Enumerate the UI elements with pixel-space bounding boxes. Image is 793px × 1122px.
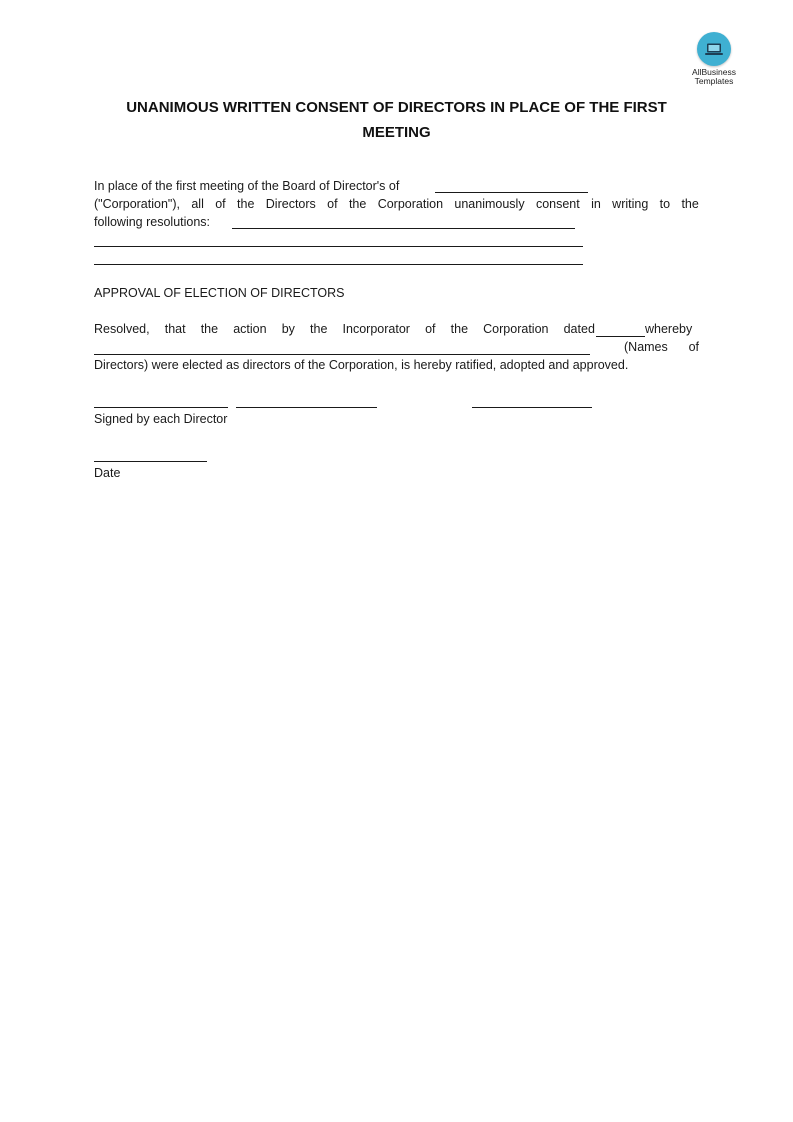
title-line-1: UNANIMOUS WRITTEN CONSENT OF DIRECTORS IN PLACE OF THE FIRST (126, 99, 667, 116)
intro-line-2-word: in (591, 197, 601, 211)
intro-line-1: In place of the first meeting of the Board of Director's of (94, 179, 400, 193)
date-blank (596, 336, 645, 337)
resolved-line-1-word: of (425, 322, 436, 336)
intro-line-2-word: the (681, 197, 699, 211)
resolutions-blank-3 (94, 264, 583, 265)
resolutions-blank-2 (94, 246, 583, 247)
resolved-line-1-word: dated (563, 322, 595, 336)
date-label: Date (94, 466, 121, 480)
intro-line-2-word: of (327, 197, 338, 211)
resolved-line-2-word: (Names (624, 340, 668, 354)
document-title (94, 95, 699, 145)
resolved-line-3: Directors) were elected as directors of the Corporation, is hereby ratified, adopted and approved. (94, 358, 629, 372)
resolved-line-1-word: Resolved, (94, 322, 150, 336)
signatures-caption: Signed by each Director (94, 412, 228, 426)
title-line-2: MEETING (362, 124, 431, 141)
intro-line-2-word: consent (535, 197, 580, 211)
resolved-line-1-word: the (200, 322, 219, 336)
date-signature-line (94, 461, 207, 462)
resolved-line-2 (624, 338, 699, 356)
resolved-line-1-word: the (310, 322, 328, 336)
intro-line-2-word: the (348, 197, 367, 211)
intro-line-2-word: the (237, 197, 255, 211)
brand-logo (684, 32, 744, 86)
resolved-line-2-word: of (688, 340, 699, 354)
corporation-name-blank (435, 192, 588, 193)
intro-line-2-word: all (191, 197, 204, 211)
intro-line-3: following resolutions: (94, 215, 211, 229)
signature-line-3 (472, 407, 592, 408)
resolved-line-1-word: the (450, 322, 469, 336)
resolved-line-1-word: by (281, 322, 295, 336)
intro-line-2-word: writing (612, 197, 649, 211)
intro-line-2-word: unanimously (454, 197, 525, 211)
director-names-blank (94, 354, 590, 355)
resolutions-blank-1 (232, 228, 575, 229)
intro-line-2-word: ("Corporation"), (94, 197, 180, 211)
resolved-line-1-word: Corporation (483, 322, 549, 336)
resolved-line-1-word: Incorporator (342, 322, 410, 336)
laptop-icon (697, 32, 731, 66)
resolved-line-1 (94, 320, 595, 338)
intro-line-2-word: Directors (265, 197, 316, 211)
intro-line-2 (94, 195, 699, 213)
section-heading: APPROVAL OF ELECTION OF DIRECTORS (94, 286, 345, 300)
intro-line-2-word: Corporation (377, 197, 444, 211)
signature-line-1 (94, 407, 228, 408)
intro-line-2-word: to (659, 197, 671, 211)
logo-text-line1: AllBusiness (692, 67, 736, 77)
resolved-line-1-word: that (164, 322, 186, 336)
resolved-line-1-end: whereby (645, 322, 693, 336)
signature-line-2 (236, 407, 377, 408)
resolved-line-1-word: action (233, 322, 267, 336)
logo-text-line2: Templates (694, 76, 734, 86)
intro-line-2-word: of (215, 197, 226, 211)
